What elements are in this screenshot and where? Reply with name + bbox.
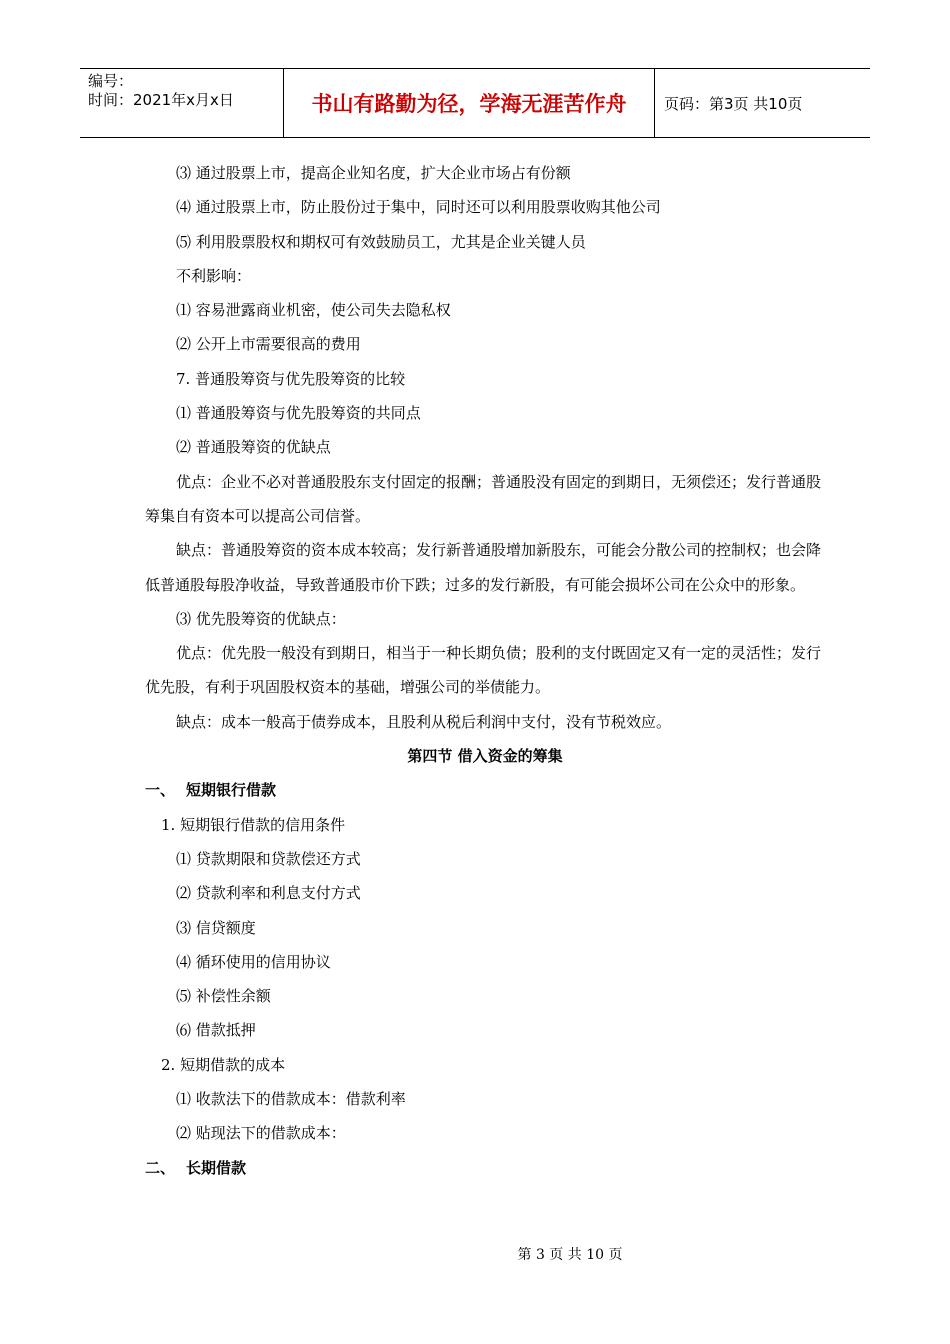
list-item: ⑵ 普通股筹资的优缺点	[176, 438, 331, 457]
paragraph: 缺点：普通股筹资的资本成本较高；发行新普通股增加新股东，可能会分散公司的控制权；也会降低普通股每股净收益，导致普通股市价下跌；过多的发行新股，有可能会损坏公司在公众中的形象。	[145, 541, 822, 594]
list-item: ⑶ 优先股筹资的优缺点：	[176, 609, 346, 628]
list-item: ⑸ 补偿性余额	[176, 987, 271, 1006]
list-item: 7. 普通股筹资与优先股筹资的比较	[176, 369, 406, 388]
header-motto: 书山有路勤为径，学海无涯苦作舟	[283, 69, 655, 137]
paragraph: 优点：企业不必对普通股股东支付固定的报酬；普通股没有固定的到期日，无须偿还；发行普通股筹集自有资本可以提高公司信誉。	[145, 472, 822, 525]
list-item: ⑵ 贷款利率和利息支付方式	[176, 884, 361, 903]
heading-level-1	[145, 1151, 825, 1185]
heading-text: 短期银行借款	[186, 781, 277, 800]
paragraph: 缺点：成本一般高于债券成本，且股利从税后利润中支付，没有节税效应。	[176, 712, 672, 731]
time-label: 时间：2021年x月x日	[88, 91, 234, 109]
list-item: ⑴ 容易泄露商业机密，使公司失去隐私权	[176, 301, 451, 320]
subheading: 1. 短期银行借款的信用条件	[161, 815, 346, 834]
list-item: ⑴ 普通股筹资与优先股筹资的共同点	[176, 404, 421, 423]
list-item: ⑶ 信贷额度	[176, 918, 256, 937]
list-item: ⑵ 贴现法下的借款成本：	[176, 1124, 346, 1143]
heading-number: 二、	[145, 1158, 176, 1177]
heading-number: 一、	[145, 781, 176, 800]
header-left-cell	[80, 69, 283, 137]
list-item: ⑸ 利用股票股权和期权可有效鼓励员工，尤其是企业关键人员	[176, 232, 586, 251]
list-item: ⑵ 公开上市需要很高的费用	[176, 335, 361, 354]
list-item: ⑴ 收款法下的借款成本：借款利率	[176, 1090, 406, 1109]
list-item: ⑷ 循环使用的信用协议	[176, 952, 331, 971]
list-item: ⑹ 借款抵押	[176, 1021, 256, 1040]
section-title: 第四节 借入资金的筹集	[407, 747, 563, 766]
document-body	[145, 156, 825, 1185]
subheading: 2. 短期借款的成本	[161, 1055, 286, 1074]
list-item: ⑶ 通过股票上市，提高企业知名度，扩大企业市场占有份额	[176, 164, 571, 182]
paragraph-label: 不利影响：	[176, 266, 252, 285]
paragraph: 优点：优先股一般没有到期日，相当于一种长期负债；股利的支付既固定又有一定的灵活性；发行优先股，有利于巩固股权资本的基础，增强公司的举债能力。	[145, 644, 822, 697]
header-page-code: 页码：第3页 共10页	[664, 94, 803, 113]
heading-text: 长期借款	[186, 1158, 247, 1177]
list-item: ⑴ 贷款期限和贷款偿还方式	[176, 849, 361, 868]
page-footer: 第 3 页 共 10 页	[517, 1247, 623, 1263]
list-item: ⑷ 通过股票上市，防止股份过于集中，同时还可以利用股票收购其他公司	[176, 198, 661, 217]
serial-label: 编号：	[88, 72, 134, 90]
page-header	[80, 68, 870, 138]
heading-level-1	[145, 773, 825, 807]
